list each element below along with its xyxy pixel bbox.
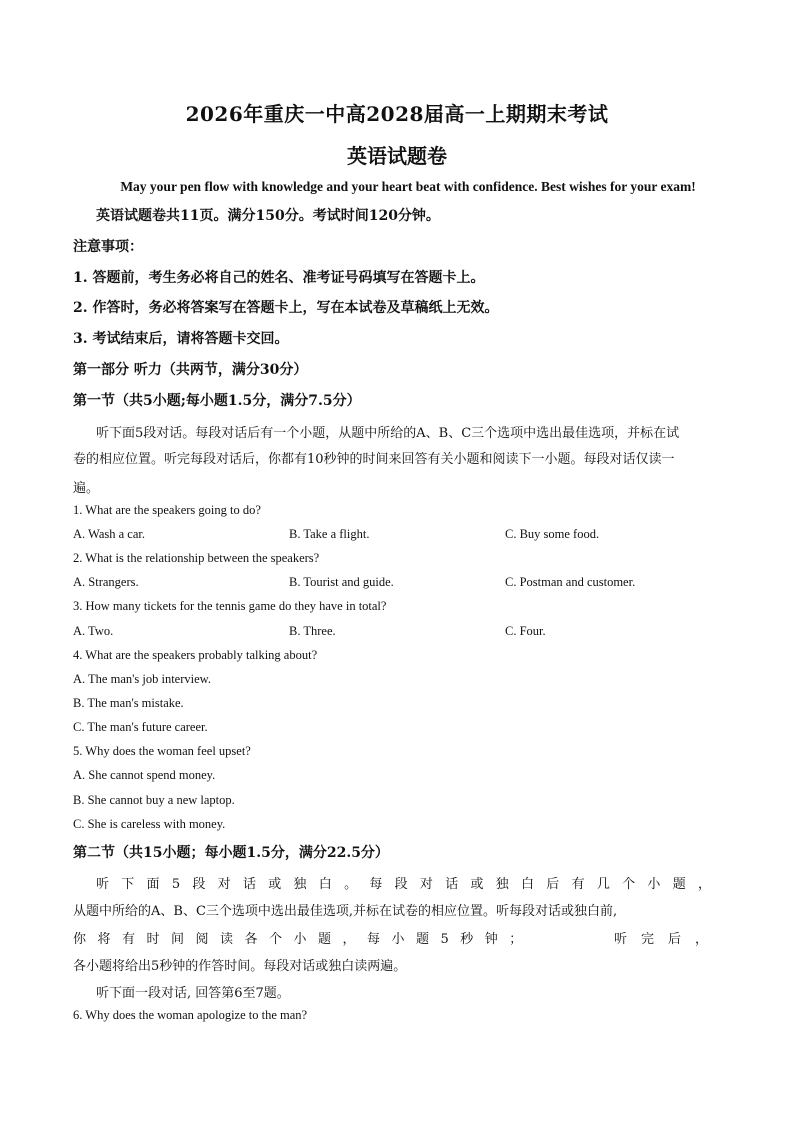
question-1-option-a: A. Wash a car.	[73, 527, 146, 541]
question-5-option-c: C. She is careless with money.	[73, 817, 226, 831]
exam-motto: May your pen flow with knowledge and your heart beat with confidence. Best wishes for your exam!	[120, 179, 696, 194]
question-1-option-b: B. Take a flight.	[289, 527, 370, 541]
section2-instruction-line-2: 从题中所给的A、B、C三个选项中选出最佳选项,并标在试卷的相应位置。听每段对话或独白前,	[73, 904, 618, 919]
question-2-stem: 2. What is the relationship between the speakers?	[73, 551, 320, 565]
question-1-stem: 1. What are the speakers going to do?	[73, 503, 261, 517]
exam-subtitle: 英语试题卷	[347, 144, 447, 168]
question-4-option-a: A. The man's job interview.	[73, 672, 211, 686]
question-4-option-b: B. The man's mistake.	[73, 696, 184, 710]
dialogue-group-6-7-instruction: 听下面一段对话, 回答第6至7题。	[96, 986, 290, 1001]
section2-instruction-line-3-part-b: 听完后，	[613, 932, 722, 947]
notice-item-1: 1. 答题前，考生务必将自己的姓名、准考证号码填写在答题卡上。	[73, 270, 485, 286]
section1-instruction-line-2: 卷的相应位置。听完每段对话后，你都有10秒钟的时间来回答有关小题和阅读下一小题。每段对话仅读一	[73, 452, 675, 467]
question-3-option-c: C. Four.	[505, 624, 546, 638]
notice-item-3: 3. 考试结束后，请将答题卡交回。	[73, 331, 289, 347]
question-5-option-b: B. She cannot buy a new laptop.	[73, 793, 235, 807]
question-3-option-b: B. Three.	[289, 624, 336, 638]
question-2-option-b: B. Tourist and guide.	[289, 575, 394, 589]
part1-title: 第一部分 听力（共两节，满分30分）	[73, 362, 308, 378]
section2-instruction-line-3-part-a: 你将有时间阅读各个小题，每小题5秒钟；	[73, 932, 534, 947]
notice-title: 注意事项：	[73, 239, 143, 255]
notice-item-2: 2. 作答时，务必将答案写在答题卡上，写在本试卷及草稿纸上无效。	[73, 300, 499, 316]
question-5-stem: 5. Why does the woman feel upset?	[73, 744, 251, 758]
section1-instruction-line-3: 遍。	[73, 481, 100, 496]
question-4-option-c: C. The man's future career.	[73, 720, 208, 734]
question-2-option-a: A. Strangers.	[73, 575, 139, 589]
question-6-stem: 6. Why does the woman apologize to the man?	[73, 1008, 308, 1022]
question-3-stem: 3. How many tickets for the tennis game do they have in total?	[73, 599, 387, 613]
question-5-option-a: A. She cannot spend money.	[73, 768, 216, 782]
question-4-stem: 4. What are the speakers probably talking about?	[73, 648, 318, 662]
section2-instruction-line-4: 各小题将给出5秒钟的作答时间。每段对话或独白读两遍。	[73, 959, 407, 974]
exam-title: 2026年重庆一中高2028届高一上期期末考试	[185, 102, 609, 126]
section1-instruction-line-1: 听下面5段对话。每段对话后有一个小题，从题中所给的A、B、C三个选项中选出最佳选项，并标在试	[96, 426, 680, 441]
section1-title: 第一节（共5小题;每小题1.5分，满分7.5分）	[73, 393, 361, 409]
question-1-option-c: C. Buy some food.	[505, 527, 600, 541]
section2-title: 第二节（共15小题；每小题1.5分，满分22.5分）	[73, 845, 389, 861]
paper-info: 英语试题卷共11页。满分150分。考试时间120分钟。	[96, 208, 440, 224]
section2-instruction-line-1: 听下面5段对话或独白。每段对话或独白后有几个小题，	[96, 877, 722, 892]
question-3-option-a: A. Two.	[73, 624, 114, 638]
question-2-option-c: C. Postman and customer.	[505, 575, 636, 589]
section2-instruction-line-3	[73, 928, 722, 947]
